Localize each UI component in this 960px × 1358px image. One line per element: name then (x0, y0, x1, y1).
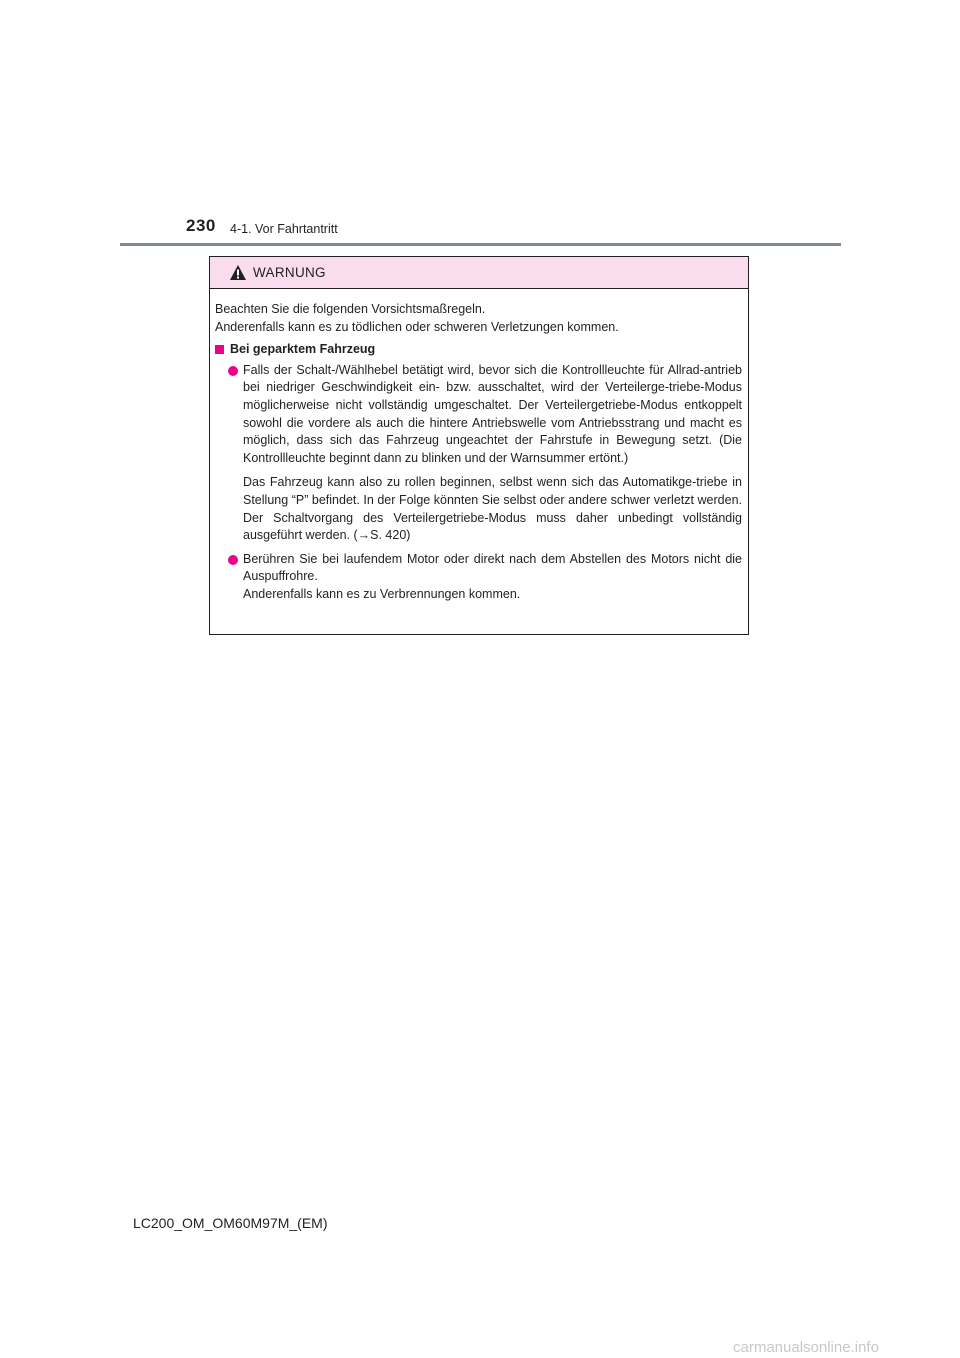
list-item (215, 551, 742, 604)
warning-header (210, 257, 748, 289)
warning-triangle-icon (229, 264, 247, 281)
circle-bullet-icon (228, 555, 238, 565)
section-title: 4-1. Vor Fahrtantritt (230, 222, 338, 236)
watermark-link[interactable]: carmanualsonline.info (733, 1339, 879, 1356)
warning-intro-line: Beachten Sie die folgenden Vorsichtsmaßregeln. (215, 302, 486, 316)
warning-body (210, 289, 748, 604)
header-divider (120, 243, 841, 246)
square-bullet-icon (215, 345, 224, 354)
list-item-paragraph: Anderenfalls kann es zu Verbrennungen kommen. (243, 586, 521, 601)
circle-bullet-icon (228, 366, 238, 376)
list-item-paragraph: Berühren Sie bei laufendem Motor oder direkt nach dem Abstellen des Motors nicht die Auspuffrohre. (243, 551, 742, 584)
warning-subheading-label: Bei geparktem Fahrzeug (230, 342, 376, 357)
page-number: 230 (186, 216, 216, 235)
warning-intro-line: Anderenfalls kann es zu tödlichen oder schweren Verletzungen kommen. (215, 319, 619, 334)
list-item (215, 362, 742, 545)
warning-box (209, 256, 749, 635)
warning-title: WARNUNG (253, 265, 326, 280)
warning-subheading (215, 341, 742, 359)
list-item-paragraph: Das Fahrzeug kann also zu rollen beginnen, selbst wenn sich das Automatikge-triebe in Stellung “P” befindet. In der Folge könnten Sie selbst oder andere schwer verletzt werden. Der Schaltvorgang des Verteilergetriebe-Modus muss daher unbedingt vollständig ausgeführt werden. (→S. 420) (243, 475, 742, 543)
list-item-paragraph: Falls der Schalt-/Wählhebel betätigt wird, bevor sich die Kontrollleuchte für Allrad-antrieb bei niedriger Geschwindigkeit ein- bzw. ausschaltet, wird der Verteilerge-triebe-Modus möglicherweise nicht vollständig umgeschaltet. Der Verteilergetriebe-Modus entkoppelt sowohl die vordere als auch die hintere Antriebswelle vom Antriebsstrang und macht es möglich, dass sich das Fahrzeug ungeachtet der Fahrstufe in Bewegung setzt. (Die Kontrollleuchte beginnt dann zu blinken und der Warnsummer ertönt.) (243, 362, 742, 465)
footer-model-code: LC200_OM_OM60M97M_(EM) (133, 1215, 328, 1231)
